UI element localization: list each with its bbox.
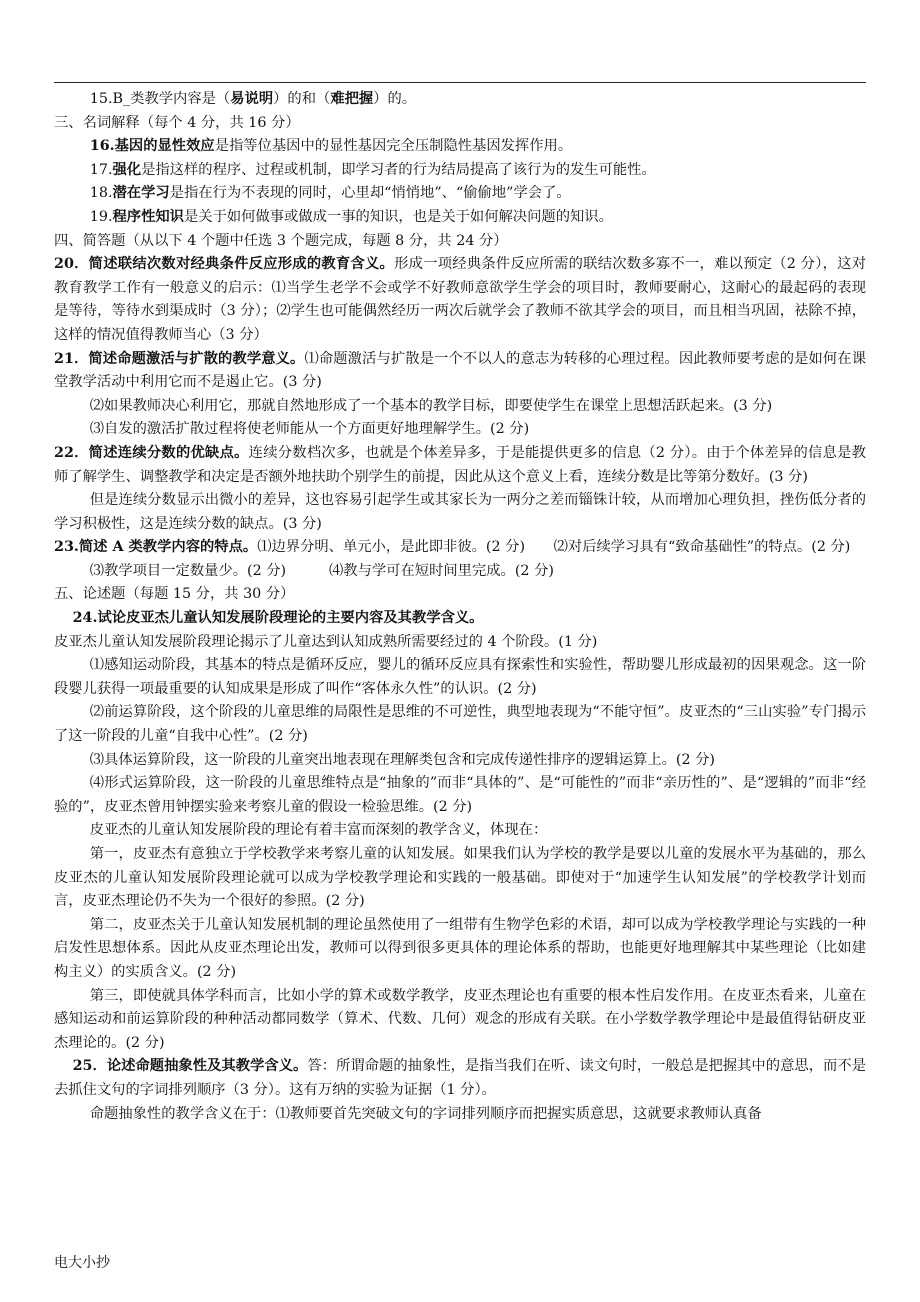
answer-24-stage-4: ⑷形式运算阶段，这一阶段的儿童思维特点是“抽象的”而非“具体的”、是“可能性的”而非“亲历性的”、是“逻辑的”而非“经验的”，皮亚杰曾用钟摆实验来考察儿童的假设一检验思维。(2 分) bbox=[54, 775, 866, 815]
answer-24-implications-intro: 皮亚杰的儿童认知发展阶段的理论有着丰富而深刻的教学含义，体现在： bbox=[89, 822, 548, 839]
answer-25: 25．论述命题抽象性及其教学含义。答：所谓命题的抽象性，是指当我们在听、读文句时，一般总是把握其中的意思，而不是去抓住文句的字词排列顺序（3 分）。这有万纳的实验为证据（1 分）。 bbox=[54, 1058, 866, 1098]
section-3-heading: 三、名词解释（每个 4 分，共 16 分） bbox=[54, 114, 300, 131]
answer-21: 21．简述命题激活与扩散的教学意义。⑴命题激活与扩散是一个不以人的意志为转移的心理过程。因此教师要考虑的是如何在课堂教学活动中利用它而不是遏止它。(3 分) bbox=[54, 350, 866, 391]
answer-23: 23.简述 A 类教学内容的特点。⑴边界分明、单元小，是此即非彼。(2 分) ⑵对后续学习具有“致命基础性”的特点。(2 分) bbox=[54, 539, 851, 556]
answer-22-para-2: 但是连续分数显示出微小的差异，这也容易引起学生或其家长为一两分之差而锱铢计较，从而增加心理负担，挫伤低分者的学习积极性，这是连续分数的缺点。(3 分) bbox=[54, 492, 866, 532]
answer-15: 15.B_类教学内容是（易说明）的和（难把握）的。 bbox=[89, 91, 417, 107]
answer-24-implication-2: 第二，皮亚杰关于儿童认知发展机制的理论虽然使用了一组带有生物学色彩的术语，却可以成为学校教学理论与实践的一种启发性思想体系。因此从皮亚杰理论出发，教师可以得到很多更具体的理论体系的帮助，也能更好地理解其中某些理论（比如建构主义）的实质含义。(2 分) bbox=[54, 916, 866, 980]
answer-18: 18.潜在学习是指在行为不表现的同时，心里却“悄悄地”、“偷偷地”学会了。 bbox=[89, 185, 571, 202]
answer-24-implication-1: 第一，皮亚杰有意独立于学校教学来考察儿童的认知发展。如果我们认为学校的教学是要以儿童的发展水平为基础的，那么皮亚杰的儿童认知发展阶段理论就可以成为学校教学理论和实践的一般基础。即使对于“加速学生认知发展”的学校教学计划而言，皮亚杰理论仍不失为一个很好的参照。(2 分) bbox=[54, 846, 866, 910]
answer-20: 20．简述联结次数对经典条件反应形成的教育含义。形成一项经典条件反应所需的联结次数多寡不一，难以预定（2 分），这对教育教学工作有一般意义的启示：⑴当学生老学不会或学不好教师意欲学生学会的项目时，教师要耐心，这耐心的最起码的表现是等待，等待水到渠成时（3 分）；⑵学生也可能偶然经历一两次后就学会了教师不欲其学会的项目，而且相当巩固，祛除不掉，这样的情况值得教师当心（3 分） bbox=[54, 256, 866, 343]
answer-24-intro: 皮亚杰儿童认知发展阶段理论揭示了儿童达到认知成熟所需要经过的 4 个阶段。(1 分) bbox=[54, 633, 598, 650]
answer-25-para-2: 命题抽象性的教学含义在于：⑴教师要首先突破文句的字词排列顺序而把握实质意思，这就要求教师认真备 bbox=[89, 1105, 762, 1122]
section-5-heading: 五、论述题（每题 15 分，共 30 分） bbox=[54, 586, 295, 603]
question-24-title: 24.试论皮亚杰儿童认知发展阶段理论的主要内容及其教学含义。 bbox=[72, 610, 484, 627]
document-body bbox=[54, 88, 866, 1126]
answer-24-stage-3: ⑶具体运算阶段，这一阶段的儿童突出地表现在理解类包含和完成传递性排序的逻辑运算上。(2 分) bbox=[89, 751, 716, 768]
answer-22: 22．简述连续分数的优缺点。连续分数档次多，也就是个体差异多，于是能提供更多的信息（2 分）。由于个体差异的信息是教师了解学生、调整教学和决定是否额外地扶助个别学生的前提，因此从这个意义上看，连续分数是比等第分数好。(3 分) bbox=[54, 444, 866, 485]
answer-19: 19.程序性知识是关于如何做事或做成一事的知识，也是关于如何解决问题的知识。 bbox=[89, 208, 613, 225]
header-rule bbox=[54, 82, 866, 83]
answer-21-point-2: ⑵如果教师决心利用它，那就自然地形成了一个基本的教学目标，即要使学生在课堂上思想活跃起来。(3 分) bbox=[89, 397, 773, 414]
answer-24-implication-3: 第三，即使就具体学科而言，比如小学的算术或数学教学，皮亚杰理论也有重要的根本性启发作用。在皮亚杰看来，儿童在感知运动和前运算阶段的种种活动都同数学（算术、代数、几何）观念的形成有关联。在小学数学教学理论中是最值得钻研皮亚杰理论的。(2 分) bbox=[54, 987, 866, 1051]
answer-23-points-3-4: ⑶教学项目一定数量少。(2 分) ⑷教与学可在短时间里完成。(2 分) bbox=[89, 562, 554, 579]
answer-16: 16.基因的显性效应是指等位基因中的显性基因完全压制隐性基因发挥作用。 bbox=[89, 138, 573, 155]
answer-24-stage-1: ⑴感知运动阶段，其基本的特点是循环反应，婴儿的循环反应具有探索性和实验性，帮助婴儿形成最初的因果观念。这一阶段婴儿获得一项最重要的认知成果是形成了叫作“客体永久性”的认识。(2 分) bbox=[54, 657, 866, 697]
footer-label: 电大小抄 bbox=[54, 1255, 110, 1271]
answer-24-stage-2: ⑵前运算阶段，这个阶段的儿童思维的局限性是思维的不可逆性，典型地表现为“不能守恒”。皮亚杰的“三山实验”专门揭示了这一阶段的儿童“自我中心性”。(2 分) bbox=[54, 704, 866, 745]
answer-17: 17.强化是指这样的程序、过程或机制，即学习者的行为结局提高了该行为的发生可能性。 bbox=[89, 161, 656, 178]
section-4-heading: 四、简答题（从以下 4 个题中任选 3 个题完成，每题 8 分，共 24 分） bbox=[54, 232, 508, 249]
answer-21-point-3: ⑶自发的激活扩散过程将使老师能从一个方面更好地理解学生。(2 分) bbox=[89, 421, 530, 438]
